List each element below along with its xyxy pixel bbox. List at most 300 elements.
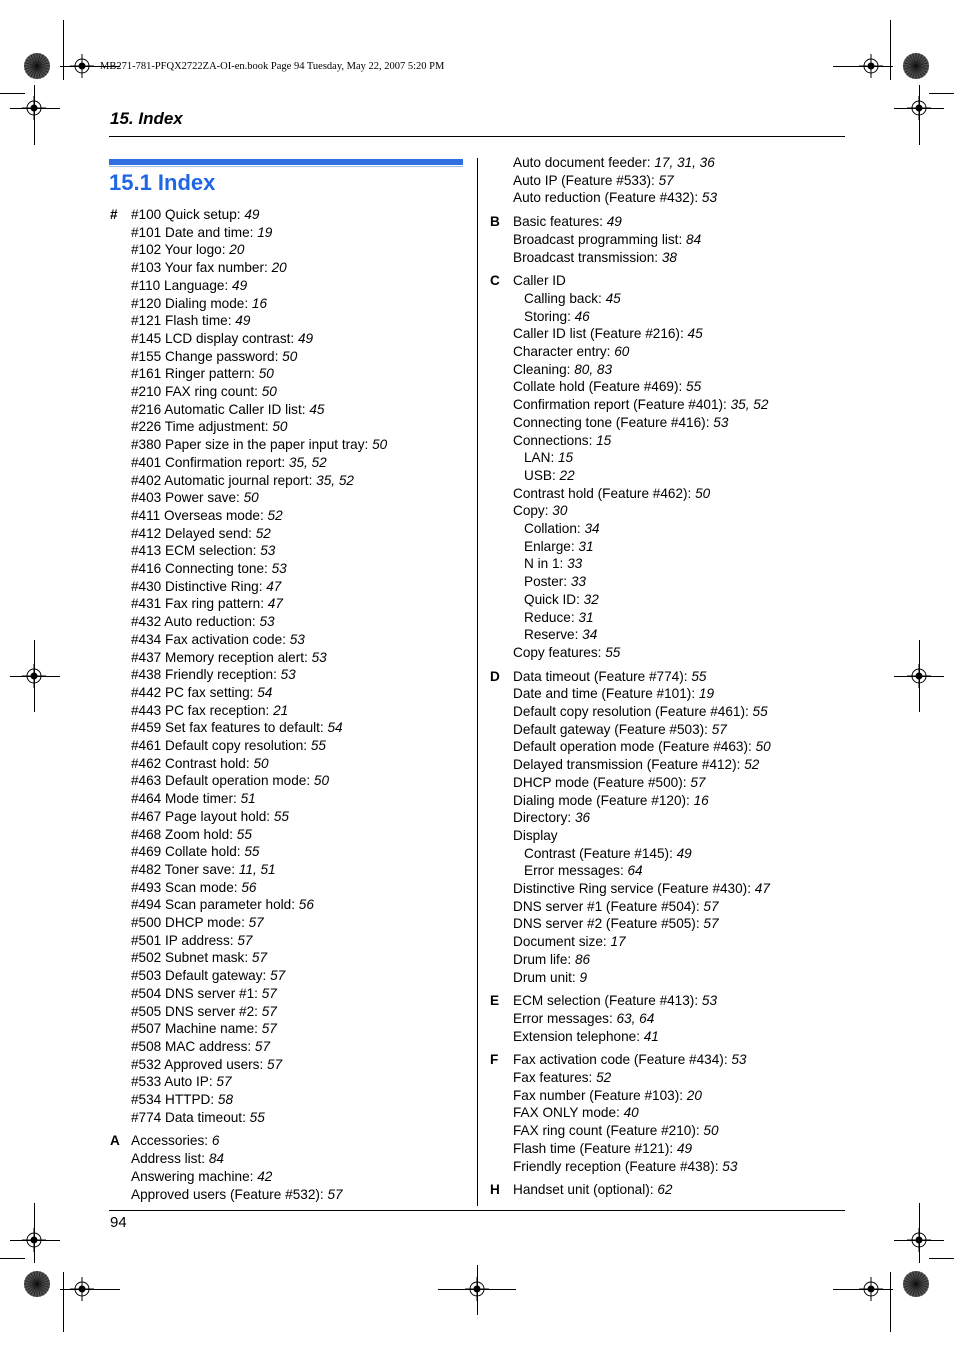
crop-line [60, 1289, 120, 1290]
index-entry [131, 666, 296, 683]
page-reference[interactable]: 31 [578, 609, 594, 625]
index-entry [524, 538, 594, 555]
page-reference[interactable]: 58 [217, 1092, 234, 1107]
crop-line [833, 1289, 893, 1290]
page-reference[interactable]: 45 [687, 326, 703, 342]
index-entry [131, 418, 287, 435]
index-term: #443 PC fax reception: [131, 702, 274, 718]
page-reference[interactable]: 55 [273, 808, 289, 824]
page-reference[interactable]: 52 [744, 757, 760, 773]
page-reference[interactable]: 50 [243, 490, 259, 506]
page-reference[interactable]: 33 [570, 574, 586, 590]
index-term: Enlarge: [524, 538, 579, 554]
index-term: Document size: [513, 934, 611, 950]
index-term: #464 Mode timer: [131, 791, 241, 807]
index-entry [513, 189, 717, 206]
index-entry [131, 525, 271, 542]
crop-line [890, 20, 891, 80]
page-reference[interactable]: 53 [271, 561, 287, 576]
page-reference[interactable]: 45 [605, 290, 621, 306]
page-reference[interactable]: 55 [605, 644, 621, 660]
index-entry [131, 348, 297, 365]
index-term: #210 FAX ring count: [131, 384, 262, 399]
index-entry [131, 631, 305, 648]
index-term: #403 Power save: [131, 490, 244, 506]
index-entry [513, 992, 717, 1009]
page-reference[interactable]: 55 [310, 738, 326, 753]
page-reference[interactable]: 50 [261, 384, 277, 399]
index-term: Collate hold (Feature #469): [513, 379, 687, 395]
index-entry [513, 1010, 654, 1027]
index-term: #502 Subnet mask: [131, 950, 252, 966]
index-term: #493 Scan mode: [131, 879, 242, 895]
index-term: #462 Contrast hold: [131, 755, 254, 771]
index-term: Default copy resolution (Feature #461): [513, 704, 753, 719]
crop-line [894, 1240, 944, 1241]
page-reference[interactable]: 49 [232, 277, 248, 293]
page-reference[interactable]: 9 [579, 969, 588, 985]
page-number: 94 [110, 1214, 127, 1231]
index-entry [131, 595, 283, 612]
index-entry [131, 896, 314, 913]
page-reference[interactable]: 53 [701, 190, 718, 206]
page-reference[interactable]: 57 [658, 172, 674, 188]
page-reference[interactable]: 57 [261, 985, 277, 1001]
page-reference[interactable]: 47 [754, 881, 770, 896]
page-reference[interactable]: 62 [657, 1182, 673, 1198]
page-reference[interactable]: 50 [695, 485, 711, 501]
index-entry [513, 792, 709, 809]
index-term: #438 Friendly reception: [131, 667, 281, 683]
page-reference[interactable]: 31 [578, 538, 594, 554]
page-reference[interactable]: 50 [258, 366, 274, 382]
index-entry [513, 644, 620, 661]
index-term: Date and time (Feature #101): [513, 686, 699, 702]
page-reference[interactable]: 55 [236, 826, 252, 842]
crop-line [890, 1272, 891, 1332]
index-term: Character entry: [513, 344, 615, 359]
page-reference[interactable]: 33 [567, 556, 583, 572]
page-reference[interactable]: 19 [698, 686, 715, 702]
index-entry [131, 383, 277, 400]
page-reference[interactable]: 38 [661, 249, 677, 265]
column-divider [477, 158, 478, 1206]
index-term: #508 MAC address: [131, 1038, 255, 1054]
page-reference[interactable]: 34 [584, 521, 600, 536]
index-entry [131, 578, 281, 595]
page-reference[interactable]: 50 [272, 419, 288, 435]
page-reference[interactable]: 17 [610, 934, 626, 950]
index-term: #468 Zoom hold: [131, 826, 237, 842]
index-entry [513, 361, 612, 378]
index-entry [131, 649, 327, 666]
index-entry [131, 1150, 224, 1167]
index-term: #411 Overseas mode: [131, 507, 268, 523]
index-entry [131, 1091, 233, 1108]
index-term: Storing: [524, 308, 575, 324]
index-entry [513, 915, 719, 932]
index-term: #505 DNS server #2: [131, 1003, 262, 1019]
index-entry [131, 560, 287, 577]
page-reference[interactable]: 55 [244, 844, 260, 860]
page-reference[interactable]: 57 [248, 915, 264, 930]
index-term: Delayed transmission (Feature #412): [513, 757, 745, 773]
page-reference[interactable]: 35, 52 [288, 454, 327, 470]
page-reference[interactable]: 64 [627, 863, 643, 879]
color-star-icon [902, 52, 930, 80]
page-reference[interactable]: 47 [266, 578, 282, 594]
index-term: #504 DNS server #1: [131, 985, 262, 1001]
page-reference[interactable]: 32 [583, 591, 599, 607]
index-term: Copy: [513, 503, 553, 519]
index-letter: F [490, 1052, 499, 1068]
index-term: Broadcast transmission: [513, 249, 662, 265]
index-term: Cleaning: [513, 361, 575, 377]
index-entry [131, 1038, 270, 1055]
page-reference[interactable]: 53 [260, 543, 276, 559]
index-entry [513, 898, 719, 915]
page-reference[interactable]: 20 [229, 242, 245, 258]
page-reference[interactable]: 50 [703, 1123, 719, 1139]
index-letter: # [110, 207, 118, 222]
index-term: #461 Default copy resolution: [131, 738, 311, 753]
index-term: DNS server #2 (Feature #505): [513, 916, 704, 932]
index-entry [513, 969, 587, 986]
index-entry [131, 790, 256, 807]
index-entry [131, 472, 354, 489]
page-reference[interactable]: 21 [273, 702, 289, 718]
page-reference[interactable]: 53 [701, 993, 718, 1009]
index-term: Friendly reception (Feature #438): [513, 1158, 723, 1174]
crop-line [477, 1265, 478, 1315]
index-entry [513, 738, 771, 755]
index-term: Poster: [524, 574, 571, 590]
index-term: #432 Auto reduction: [131, 614, 260, 630]
page-reference[interactable]: 50 [372, 437, 388, 453]
crop-line [929, 1258, 954, 1259]
index-term: #500 DHCP mode: [131, 915, 249, 930]
index-term: FAX ring count (Feature #210): [513, 1123, 704, 1139]
page-reference[interactable]: 40 [623, 1105, 639, 1121]
page-reference[interactable]: 45 [309, 401, 325, 417]
page-reference[interactable]: 55 [249, 1109, 265, 1125]
index-entry [131, 914, 264, 931]
crop-line [34, 85, 35, 145]
index-term: DHCP mode (Feature #500): [513, 774, 691, 790]
crop-line [0, 1258, 25, 1259]
page-reference[interactable]: 57 [267, 1056, 283, 1072]
index-term: DNS server #1 (Feature #504): [513, 898, 704, 914]
page-reference[interactable]: 53 [731, 1052, 747, 1068]
page-reference[interactable]: 19 [257, 224, 273, 240]
crop-line [63, 1272, 64, 1332]
page-reference[interactable]: 49 [244, 207, 260, 222]
page-reference[interactable]: 47 [267, 596, 283, 612]
index-term: #434 Fax activation code: [131, 631, 290, 647]
title-bar-underline [109, 166, 463, 167]
page-reference[interactable]: 55 [686, 379, 702, 395]
index-entry [131, 1056, 282, 1073]
index-term: Caller ID [513, 273, 566, 289]
index-term: #494 Scan parameter hold: [131, 897, 299, 913]
page-reference[interactable]: 55 [691, 668, 707, 684]
index-entry [524, 626, 597, 643]
index-term: Address list: [131, 1151, 209, 1167]
index-entry [524, 862, 643, 879]
index-term: Reduce: [524, 609, 579, 625]
page-reference[interactable]: 56 [241, 879, 257, 895]
index-entry [513, 154, 715, 171]
page-reference[interactable]: 36 [574, 810, 591, 826]
index-entry [513, 213, 622, 230]
index-entry [513, 1051, 747, 1068]
index-term: Collation: [524, 521, 585, 536]
index-entry [131, 684, 272, 701]
index-entry [513, 1087, 702, 1104]
index-letter: B [490, 214, 500, 230]
index-entry [524, 290, 621, 307]
index-entry [131, 755, 269, 772]
page-reference[interactable]: 30 [552, 503, 568, 519]
index-term: Extension telephone: [513, 1028, 644, 1044]
index-entry [131, 224, 272, 241]
index-term: Fax features: [513, 1070, 597, 1085]
index-entry [524, 467, 575, 484]
footer-rule [109, 1210, 845, 1211]
crop-line [929, 93, 954, 94]
index-term: Basic features: [513, 214, 607, 230]
index-term: Connections: [513, 432, 597, 448]
page-reference[interactable]: 57 [703, 916, 719, 932]
index-entry [513, 668, 706, 685]
page-reference[interactable]: 57 [216, 1074, 232, 1090]
page-reference[interactable]: 52 [596, 1070, 612, 1085]
index-term: Data timeout (Feature #774): [513, 668, 692, 684]
title-bar [109, 159, 463, 165]
index-term: #459 Set fax features to default: [131, 720, 328, 736]
page-reference[interactable]: 57 [690, 774, 706, 790]
index-term: #430 Distinctive Ring: [131, 578, 267, 594]
index-term: #145 LCD display contrast: [131, 330, 298, 346]
index-entry [524, 308, 590, 325]
index-entry [131, 949, 267, 966]
index-term: Fax number (Feature #103): [513, 1087, 687, 1103]
index-term: Approved users (Feature #532): [131, 1186, 328, 1202]
page-reference[interactable]: 50 [755, 739, 771, 755]
page-reference[interactable]: 15 [596, 432, 612, 448]
index-term: FAX ONLY mode: [513, 1105, 624, 1121]
index-entry [131, 967, 285, 984]
index-entry [524, 609, 594, 626]
index-term: #402 Automatic journal report: [131, 472, 317, 488]
page-reference[interactable]: 57 [237, 932, 253, 948]
page-reference[interactable]: 51 [240, 791, 256, 807]
page-reference[interactable]: 57 [261, 1021, 277, 1037]
index-entry [513, 1158, 737, 1175]
index-entry [131, 454, 327, 471]
index-term: #437 Memory reception alert: [131, 649, 312, 665]
page-reference[interactable]: 53 [713, 414, 729, 430]
index-term: Default gateway (Feature #503): [513, 721, 712, 737]
index-entry [513, 249, 677, 266]
index-entry [524, 591, 599, 608]
index-entry [131, 1073, 232, 1090]
index-entry [513, 432, 611, 449]
index-term: #774 Data timeout: [131, 1109, 250, 1125]
index-term: USB: [524, 467, 560, 483]
page-reference[interactable]: 57 [703, 898, 719, 914]
index-term: #155 Change password: [131, 348, 283, 364]
index-entry [513, 325, 703, 342]
index-entry [131, 365, 274, 382]
index-entry [513, 933, 626, 950]
index-term: #101 Date and time: [131, 224, 258, 240]
page-reference[interactable]: 84 [686, 231, 702, 247]
page-reference[interactable]: 50 [282, 348, 298, 364]
index-entry [513, 343, 629, 360]
page-reference[interactable]: 35, 52 [316, 472, 354, 488]
page-reference[interactable]: 57 [711, 721, 727, 737]
page-reference[interactable]: 57 [327, 1186, 343, 1202]
index-letter: D [490, 668, 500, 684]
index-entry [131, 206, 259, 223]
index-entry [131, 401, 324, 418]
index-entry [513, 756, 759, 773]
page-reference[interactable]: 22 [559, 467, 575, 483]
page-reference[interactable]: 54 [327, 720, 343, 736]
index-term: #216 Automatic Caller ID list: [131, 401, 310, 417]
index-term: #120 Dialing mode: [131, 295, 252, 311]
index-entry [513, 951, 590, 968]
page-reference[interactable]: 57 [261, 1003, 277, 1019]
page-reference[interactable]: 80, 83 [574, 361, 613, 377]
index-entry [131, 241, 244, 258]
page-reference[interactable]: 57 [270, 968, 286, 984]
index-term: Distinctive Ring service (Feature #430): [513, 881, 755, 896]
index-term: #482 Toner save: [131, 861, 239, 877]
index-entry [131, 295, 267, 312]
page-reference[interactable]: 17, 31, 36 [654, 155, 715, 170]
index-term: Flash time (Feature #121): [513, 1140, 677, 1156]
page-reference[interactable]: 50 [253, 755, 269, 771]
page-reference[interactable]: 49 [298, 330, 314, 346]
index-entry [131, 1109, 265, 1126]
page-reference[interactable]: 20 [271, 260, 287, 276]
page-reference[interactable]: 53 [311, 649, 327, 665]
index-term: Directory: [513, 810, 575, 826]
index-entry [131, 507, 283, 524]
index-term: #532 Approved users: [131, 1056, 268, 1072]
color-star-icon [23, 1270, 51, 1298]
page-reference[interactable]: 34 [582, 627, 598, 643]
index-entry [513, 1028, 659, 1045]
page-reference[interactable]: 52 [267, 507, 283, 523]
index-entry [131, 879, 256, 896]
index-term: Default operation mode (Feature #463): [513, 739, 756, 755]
page-reference[interactable]: 49 [606, 214, 622, 230]
index-entry [131, 861, 276, 878]
index-entry [524, 845, 692, 862]
index-term: Fax activation code (Feature #434): [513, 1052, 732, 1068]
page-reference[interactable]: 57 [254, 1038, 271, 1054]
page-reference[interactable]: 20 [686, 1087, 702, 1103]
page-reference[interactable]: 52 [255, 525, 271, 541]
crop-line [894, 108, 944, 109]
page-reference[interactable]: 15 [558, 450, 574, 466]
index-entry [131, 826, 252, 843]
page-reference[interactable]: 60 [614, 344, 630, 359]
page-reference[interactable]: 16 [251, 295, 268, 311]
index-letter: A [110, 1133, 120, 1149]
page-reference[interactable]: 49 [235, 313, 251, 329]
page-reference[interactable]: 53 [722, 1158, 738, 1174]
index-entry [131, 613, 275, 630]
index-entry [131, 843, 260, 860]
index-entry [513, 378, 701, 395]
index-term: #380 Paper size in the paper input tray: [131, 437, 373, 453]
index-entry [513, 1181, 672, 1198]
index-term: Calling back: [524, 290, 606, 306]
index-term: #121 Flash time: [131, 313, 236, 329]
print-header: MB271-781-PFQX2722ZA-OI-en.book Page 94 Tuesday, May 22, 2007 5:20 PM [100, 61, 445, 72]
page-reference[interactable]: 6 [211, 1133, 220, 1149]
index-entry [131, 932, 252, 949]
index-entry [131, 489, 259, 506]
index-entry [131, 1168, 272, 1185]
index-term: #442 PC fax setting: [131, 684, 258, 700]
page-reference[interactable]: 41 [643, 1028, 659, 1044]
page-reference[interactable]: 54 [257, 684, 273, 700]
page-reference[interactable]: 35, 52 [730, 397, 769, 413]
page-reference[interactable]: 49 [676, 1140, 693, 1156]
page-reference[interactable]: 46 [574, 308, 590, 324]
page-reference[interactable]: 53 [280, 667, 296, 683]
page-reference[interactable]: 11, 51 [238, 861, 276, 877]
index-letter: E [490, 993, 500, 1009]
crop-line [10, 1240, 60, 1241]
index-entry [513, 231, 701, 248]
index-entry [131, 259, 287, 276]
page-reference[interactable]: 84 [208, 1151, 224, 1167]
index-term: #463 Default operation mode: [131, 773, 314, 789]
page-reference[interactable]: 55 [752, 704, 768, 719]
index-term: Contrast hold (Feature #462): [513, 485, 696, 501]
page-reference[interactable]: 53 [289, 631, 305, 647]
index-entry [131, 702, 288, 719]
crop-line [63, 20, 64, 80]
page-reference[interactable]: 50 [313, 773, 330, 789]
page-reference[interactable]: 63, 64 [616, 1010, 655, 1026]
index-term: #102 Your logo: [131, 242, 230, 258]
page-reference[interactable]: 86 [574, 951, 591, 967]
crop-line [10, 108, 60, 109]
page-reference[interactable]: 57 [251, 950, 268, 966]
page-reference[interactable]: 16 [693, 792, 709, 808]
index-term: #469 Collate hold: [131, 844, 245, 860]
index-entry [131, 277, 247, 294]
page-reference[interactable]: 53 [259, 614, 275, 630]
index-entry [131, 312, 250, 329]
page-reference[interactable]: 49 [676, 845, 692, 861]
page-reference[interactable]: 42 [257, 1168, 273, 1184]
index-entry [513, 774, 705, 791]
index-entry [513, 809, 590, 826]
page-reference[interactable]: 56 [298, 897, 314, 913]
index-term: #416 Connecting tone: [131, 561, 272, 576]
index-entry [513, 396, 768, 413]
index-entry [524, 573, 586, 590]
index-entry [513, 485, 710, 502]
